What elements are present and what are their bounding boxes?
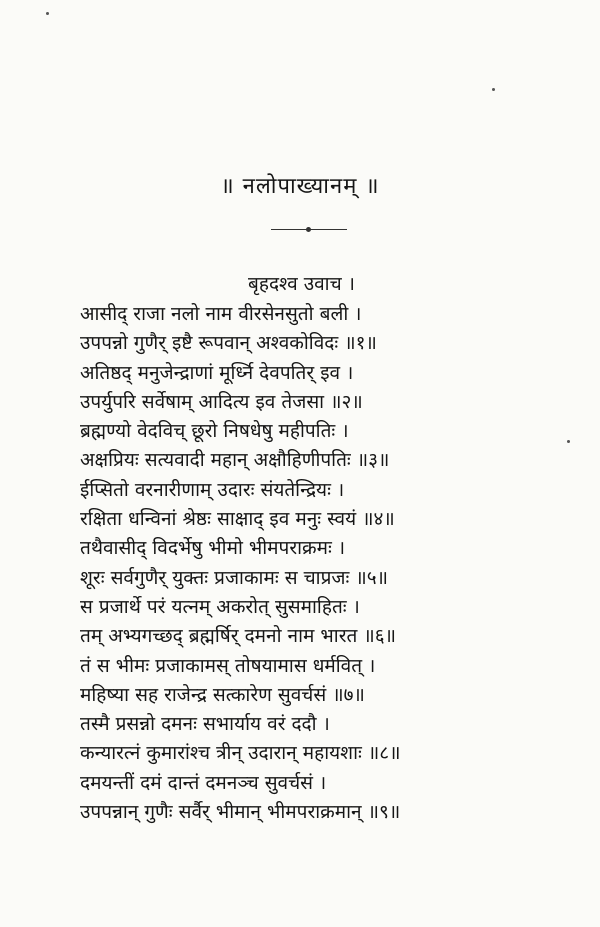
verse-line: रक्षिता धन्विनां श्रेष्ठः साक्षाद् इव मनुः स्वयं ॥४॥ [80, 508, 395, 531]
verse-line: स प्रजार्थे परं यत्नम् अकरोत् सुसमाहितः । [80, 595, 360, 618]
verse-line: उपपन्नान् गुणैः सर्वैर् भीमान् भीमपराक्रमान् ॥९॥ [80, 801, 401, 824]
paper-speck [46, 12, 49, 15]
paper-speck [492, 88, 495, 91]
verse-line: तथैवासीद् विदर्भेषु भीमो भीमपराक्रमः । [80, 537, 346, 560]
verse-line: ब्रह्मण्यो वेदविच् छूरो निषधेषु महीपतिः । [80, 420, 349, 443]
speaker-heading: बृहदश्व उवाच । [248, 273, 355, 295]
title-divider-ornament [306, 227, 311, 232]
verse-line: ईप्सितो वरनारीणाम् उदारः संयतेन्द्रियः । [80, 478, 345, 501]
verse-line: कन्यारत्नं कुमारांश्च त्रीन् उदारान् महायशाः ॥८॥ [80, 742, 401, 765]
chapter-title: ॥ नलोपाख्यानम् ॥ [220, 174, 380, 199]
verse-line: शूरः सर्वगुणैर् युक्तः प्रजाकामः स चाप्रजः ॥५॥ [80, 566, 389, 589]
verse-line: महिष्या सह राजेन्द्र सत्कारेण सुवर्चसं ॥७॥ [80, 683, 365, 706]
verse-line: उपपन्नो गुणैर् इष्टै रूपवान् अश्वकोविदः ॥१॥ [80, 332, 377, 355]
verse-line: तस्मै प्रसन्नो दमनः सभार्याय वरं ददौ । [80, 713, 330, 736]
verse-line: दमयन्तीं दमं दान्तं दमनञ्च सुवर्चसं । [80, 771, 327, 794]
verse-line: आसीद् राजा नलो नाम वीरसेनसुतो बली । [80, 303, 362, 325]
verse-line: तम् अभ्यगच्छद् ब्रह्मर्षिर् दमनो नाम भारत ॥६॥ [80, 625, 396, 648]
verse-line: अक्षप्रियः सत्यवादी महान् अक्षौहिणीपतिः ॥३॥ [80, 449, 390, 472]
verse-line: उपर्युपरि सर्वेषाम् आदित्य इव तेजसा ॥२॥ [80, 390, 363, 413]
verse-list [80, 300, 590, 827]
verse-line: अतिष्ठद् मनुजेन्द्राणां मूर्ध्नि देवपतिर् इव । [80, 361, 354, 384]
verse-line: तं स भीमः प्रजाकामस् तोषयामास धर्मवित् । [80, 654, 376, 677]
